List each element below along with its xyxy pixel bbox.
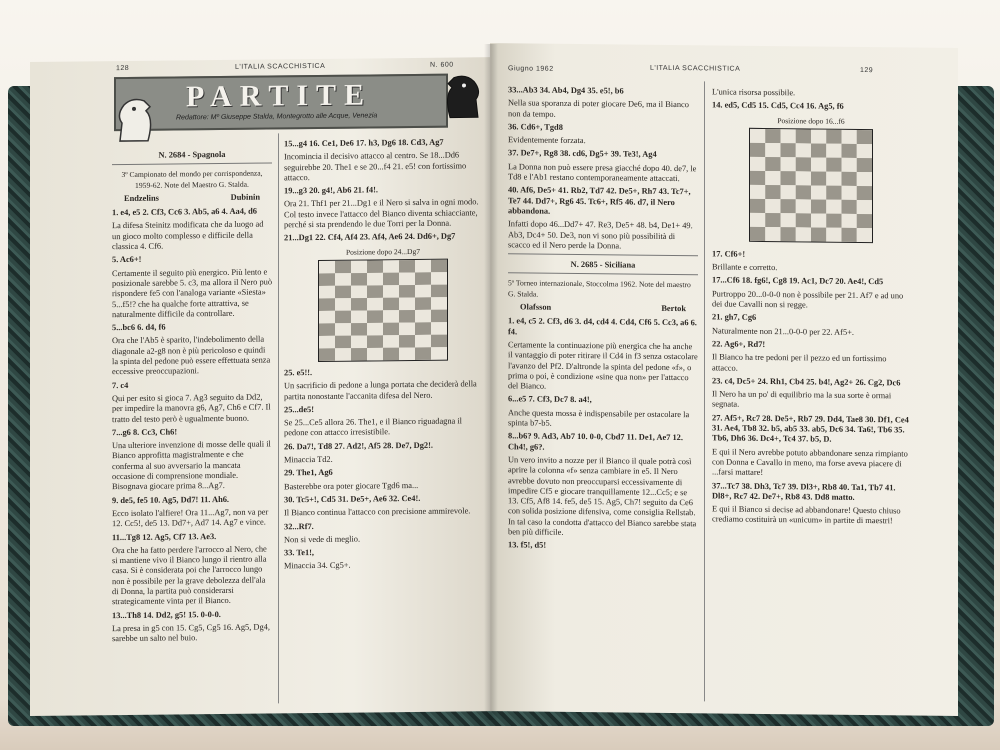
black-player: Bertok <box>661 303 686 314</box>
annotation-text: Un sacrificio di pedone a lunga portata che deciderà della partita nonostante l'accanita difesa del Nero. <box>284 379 477 401</box>
move-line: 37...Tc7 38. Dh3, Tc7 39. Dl3+, Rb8 40. Ta1, Tb7 41. Dl8+, Rc7 42. De7+, Rb8 43. Dd8 matto. <box>712 480 896 502</box>
annotation-text: Naturalmente non 21...0-0-0 per 22. Af5+. <box>712 326 854 337</box>
board-square <box>765 227 780 241</box>
board-square <box>351 323 367 336</box>
move-line: 19...g3 20. g4!, Ab6 21. f4!. <box>284 185 378 196</box>
board-square <box>857 228 872 242</box>
board-square <box>765 199 780 213</box>
board-square <box>765 157 780 171</box>
board-square <box>415 347 431 360</box>
board-square <box>335 336 351 349</box>
board-square <box>367 298 383 311</box>
board-square <box>367 285 383 298</box>
annotation-text: Evidentemente forzata. <box>508 135 586 146</box>
white-player: Endzelins <box>124 193 159 203</box>
game2-title: N. 2685 - Siciliana <box>570 260 636 270</box>
game-moves-col3-top <box>508 85 698 252</box>
board-square <box>765 185 780 199</box>
players-row <box>508 302 698 314</box>
board-square <box>367 323 383 336</box>
annotation-text: Il Bianco continua l'attacco con precisione ammirevole. <box>284 506 471 518</box>
board-square <box>399 285 415 298</box>
annotation-text: Infatti dopo 46...Dd7+ 47. Re3, De5+ 48. b4, De1+ 49. Ab3, Dc4+ 50. De3, non vi sono più possibilità di scacco ed il Nero perde la Donna. <box>508 219 693 251</box>
board-square <box>319 286 335 299</box>
board-square <box>796 157 811 171</box>
board-square <box>415 285 431 298</box>
annotation-text: Certamente il seguito più energico. Più lento e posizionale sarebbe 5. c3, ma allora il Nero può rispondere fe5 con l'analoga variante «Siesta» 5...f5!? che ha qualche forte attrattiva, se naturalmente difficile da controllare. <box>112 267 273 320</box>
board-square <box>857 144 872 158</box>
annotation-text: L'unica risorsa possibile. <box>712 87 796 98</box>
chess-board-diagram <box>749 128 873 243</box>
board-square <box>826 158 841 172</box>
move-line: 1. e4, c5 2. Cf3, d6 3. d4, cd4 4. Cd4, Cf6 5. Cc3, a6 6. f4. <box>508 316 697 337</box>
board-square <box>811 143 826 157</box>
board-square <box>750 185 765 199</box>
board-square <box>811 199 826 213</box>
board-square <box>335 286 351 299</box>
board-square <box>415 272 431 285</box>
board-square <box>367 335 383 348</box>
board-square <box>351 310 367 323</box>
board-square <box>383 323 399 336</box>
board-square <box>351 348 367 361</box>
annotation-text: Minaccia 34. Cg5+. <box>284 561 351 571</box>
game-moves-col4-bottom <box>712 249 910 527</box>
board-square <box>383 273 399 286</box>
move-line: 33...Ab3 34. Ab4, Dg4 35. e5!, b6 <box>508 85 624 96</box>
board-square <box>431 285 447 298</box>
knight-logo-left-icon <box>110 93 164 144</box>
divider-rule <box>112 163 272 166</box>
game-moves-col2-bottom <box>284 366 482 572</box>
move-line: 36. Cd6+, Tgd8 <box>508 122 563 132</box>
annotation-text: La Donna non può essere presa giacché dopo 40. de7, le Td8 e l'Ab1 restano contemporaneamente attaccati. <box>508 162 697 184</box>
game-title: N. 2684 - Spagnola <box>158 149 226 160</box>
board-square <box>826 214 841 228</box>
players-row <box>112 192 272 204</box>
move-line: 30. Tc5+!, Cd5 31. De5+, Ae6 32. Ce4!. <box>284 493 421 505</box>
board-square <box>842 186 857 200</box>
board-square <box>319 298 335 311</box>
move-line: 6...e5 7. Cf3, Dc7 8. a4!, <box>508 394 592 405</box>
board-square <box>826 200 841 214</box>
annotation-text: Brillante e corretto. <box>712 262 778 273</box>
board-square <box>367 260 383 273</box>
board-square <box>857 172 872 186</box>
column-divider <box>704 81 705 701</box>
move-line: 29. The1, Ag6 <box>284 468 333 478</box>
annotation-text: Ecco isolato l'alfiere! Ora 11...Ag7, non va per 12. Cc5!, de5 13. Dd7+, Ad7 14. Ag7 e vince. <box>112 507 269 529</box>
running-header: L'ITALIA SCACCHISTICA <box>650 64 741 73</box>
board-square <box>781 213 796 227</box>
board-square <box>750 213 765 227</box>
move-line: 33. Te1!, <box>284 548 315 558</box>
board-square <box>367 273 383 286</box>
header-right: N. 600 <box>430 61 454 69</box>
board-square <box>781 143 796 157</box>
annotation-text: Minaccia Td2. <box>284 454 333 465</box>
board-square <box>842 144 857 158</box>
board-square <box>842 214 857 228</box>
board-square <box>750 129 765 143</box>
board-square <box>811 171 826 185</box>
board-square <box>415 260 431 273</box>
annotation-text: Purtroppo 20...0-0-0 non è possibile per 21. Af7 e ad uno dei due Cavalli non si regge. <box>712 289 904 310</box>
board-square <box>857 130 872 144</box>
move-line: 7. c4 <box>112 380 129 390</box>
board-square <box>750 143 765 157</box>
section-banner <box>114 74 448 131</box>
board-square <box>319 261 335 274</box>
board-square <box>796 129 811 143</box>
board-square <box>765 143 780 157</box>
board-square <box>399 347 415 360</box>
board-square <box>335 273 351 286</box>
move-line: 22. Ag6+, Rd7! <box>712 339 766 349</box>
annotation-text: Incomincia il decisivo attacco al centro. Se 18...Dd6 seguirebbe 20. The1 e se 20...f4 21. e5! con fortissimo attacco. <box>284 150 467 183</box>
annotation-text: La difesa Steinitz modificata che da luogo ad un gioco molto complesso e difficile della classica 4. Cf6. <box>112 220 264 252</box>
move-line: 9. de5, fe5 10. Ag5, Dd7! 11. Ah6. <box>112 494 230 505</box>
board-square <box>842 158 857 172</box>
board-square <box>431 322 447 335</box>
annotation-text: La presa in g5 con 15. Cg5, Cg5 16. Ag5, Dg4, sarebbe un salto nel buio. <box>112 622 270 644</box>
divider-rule <box>508 253 698 256</box>
board-square <box>781 171 796 185</box>
game-moves-col1 <box>112 207 272 645</box>
left-page <box>30 57 492 716</box>
board-square <box>750 157 765 171</box>
board-square <box>781 199 796 213</box>
left-column-1 <box>112 149 272 647</box>
column-divider <box>278 133 279 703</box>
board-square <box>781 227 796 241</box>
annotation-text: Una ulteriore invenzione di mosse delle quali il Bianco approfitta magistralmente e che conferma al suo avversario la mancata occasione di comprensione mondiale. Bisognava giocare prima 8...Ag7. <box>112 439 271 492</box>
right-page <box>490 43 958 716</box>
move-line: 15...g4 16. Ce1, De6 17. h3, Dg6 18. Cd3, Ag7 <box>284 137 444 149</box>
board-square <box>335 311 351 324</box>
left-column-2 <box>284 137 482 575</box>
board-square <box>765 171 780 185</box>
board-square <box>399 297 415 310</box>
move-line: 21. gh7, Cg6 <box>712 312 757 323</box>
right-column-1 <box>508 85 698 556</box>
divider-rule <box>508 273 698 276</box>
board-square <box>781 129 796 143</box>
annotation-text: Ora che ha fatto perdere l'arrocco al Nero, che si mantiene vivo il Bianco lungo il rientro alla casa. Si è considerata poi che l'arrocco lungo non è possibile per la grave debolezza dell'ala di Donna, la partita può considerarsi strategicamente vinta per il Bianco. <box>112 544 267 607</box>
board-square <box>415 297 431 310</box>
book-gutter <box>484 44 498 720</box>
board-square <box>319 273 335 286</box>
move-line: 25. e5!!. <box>284 368 313 378</box>
running-header: L'ITALIA SCACCHISTICA <box>235 62 326 71</box>
board-square <box>399 322 415 335</box>
move-line: 14. ed5, Cd5 15. Cd5, Cc4 16. Ag5, f6 <box>712 100 844 112</box>
board-square <box>781 185 796 199</box>
board-square <box>415 322 431 335</box>
move-line: 27. Af5+, Rc7 28. De5+, Rb7 29. Dd4, Tae8 30. Df1, Ce4 31. Ae4, Tb8 32. b5, ab5 33. ab5, Dc6 34. Ta6!, Tb6 35. Tb6, Dh6 36. Dc4+, Tc4 37. b5, D. <box>712 413 909 445</box>
knight-logo-right-icon <box>434 69 488 120</box>
annotation-text: E qui il Bianco si decise ad abbandonare! Questo chiuso crediamo costituirà un «unicum» in partite di maestri! <box>712 504 901 526</box>
annotation-text: Anche questa mossa è indispensabile per ostacolare la spinta b7-b5. <box>508 408 690 428</box>
board-square <box>367 348 383 361</box>
move-line: 17. Cf6+! <box>712 249 746 259</box>
board-square <box>750 199 765 213</box>
move-line: 11...Tg8 12. Ag5, Cf7 13. Ae3. <box>112 531 217 542</box>
board-square <box>383 285 399 298</box>
banner-subtitle: Redattore: Mº Giuseppe Stalda, Montegrotto alle Acque, Venezia <box>176 112 378 122</box>
board-square <box>319 348 335 361</box>
board-square <box>367 310 383 323</box>
game-intro: 3º Campionato del mondo per corrispondenza, 1959-62. Note del Maestro G. Stalda. <box>121 168 263 190</box>
board-square <box>765 213 780 227</box>
board-square <box>826 144 841 158</box>
board-square <box>750 171 765 185</box>
board-square <box>842 130 857 144</box>
board-square <box>319 311 335 324</box>
move-line: 8...b6? 9. Ad3, Ab7 10. 0-0, Cbd7 11. De1, Ae7 12. Ch4!, g6?. <box>508 431 683 452</box>
board-square <box>811 157 826 171</box>
board-square <box>811 227 826 241</box>
chess-board-diagram <box>318 259 448 362</box>
board-square <box>319 323 335 336</box>
header-date: Giugno 1962 <box>508 65 554 73</box>
annotation-text: Se 25...Ce5 allora 26. The1, e il Bianco riguadagna il pedone con attacco irresistibile. <box>284 416 463 438</box>
board-square <box>415 335 431 348</box>
annotation-text: Il Nero ha un po' di equilibrio ma la sua sorte è ormai segnata. <box>712 389 892 410</box>
board-square <box>765 129 780 143</box>
banner-title: PARTITE <box>186 78 373 114</box>
board-square <box>383 335 399 348</box>
move-line: 23. c4, Dc5+ 24. Rh1, Cb4 25. b4!, Ag2+ 26. Cg2, Dc6 <box>712 376 901 388</box>
move-line: 25...de5! <box>284 404 315 415</box>
board-square <box>399 310 415 323</box>
game-moves-col4-top <box>712 87 910 113</box>
annotation-text: Certamente la continuazione più energica che ha anche il vantaggio di poter ritirare il Cd4 in f3 senza ostacolare l'avanzo del Pf2. D'altronde la spinta del pedone «f», o prima o poi, è condizione «sine qua non» per l'attacco del Bianco. <box>508 340 698 391</box>
annotation-text: E qui il Nero avrebbe potuto abbandonare senza rimpianto con Donna e Cavallo in meno, ma forse aveva piacere di ...farsi mattare! <box>712 447 908 478</box>
board-square <box>826 186 841 200</box>
annotation-text: Ora che l'Ab5 è sparito, l'indebolimento della diagonale a2-g8 non è più pericoloso e quindi la spinta del pedone può essere effettuata senza eccessive preoccupazioni. <box>112 335 271 377</box>
page-number: 129 <box>860 66 874 75</box>
board-square <box>857 158 872 172</box>
annotation-text: Un vero invito a nozze per il Bianco il quale potrà così aprire la colonna «f» senza cambiare in e5. Il Nero avrebbe dovuto non preoccuparsi eccessivamente di impedire Cf5 e giocare tranquillamente 12...Cc5; e se 13. Cf5, Af8 14. fe5, de5 15. Ag5, Ch7! seguito da Ce6 con solida posizione difensiva, come consiglia Rellstab. In tal caso la condotta d'attacco del Bianco sarebbe stata ben più difficile. <box>508 455 697 537</box>
move-line: 40. Af6, De5+ 41. Rb2, Td7 42. De5+, Rh7 43. Tc7+, Te7 44. Dd7+, Rg6 45. Tc6+, Rf5 46. d7, il Nero abbandona. <box>508 185 691 216</box>
board-square <box>826 130 841 144</box>
board-square <box>319 336 335 349</box>
board-square <box>415 310 431 323</box>
board-square <box>826 172 841 186</box>
board-square <box>399 260 415 273</box>
board-square <box>431 310 447 323</box>
game-moves-col2-top <box>284 137 482 244</box>
board-square <box>351 298 367 311</box>
white-player: Olafsson <box>520 302 552 312</box>
board-caption: Posizione dopo 16...f6 <box>777 115 845 126</box>
board-square <box>811 129 826 143</box>
game-moves-col3-bottom <box>508 317 698 553</box>
board-square <box>431 297 447 310</box>
board-square <box>431 260 447 273</box>
board-square <box>351 260 367 273</box>
annotation-text: Non si vede di meglio. <box>284 534 361 545</box>
move-line: 5...bc6 6. d4, f6 <box>112 322 166 333</box>
board-square <box>796 185 811 199</box>
board-square <box>351 335 367 348</box>
annotation-text: Ora 21. Thf1 per 21...Dg1 e il Nero si salva in ogni modo. Col testo invece l'attacco del Bianco diventa schiacciante, perché si sta prendendo le due Torri per la Donna. <box>284 197 479 230</box>
board-square <box>335 348 351 361</box>
board-square <box>431 272 447 285</box>
board-square <box>796 143 811 157</box>
board-square <box>842 228 857 242</box>
black-player: Dubinin <box>230 192 260 202</box>
board-square <box>335 298 351 311</box>
move-line: 13...Th8 14. Dd2, g5! 15. 0-0-0. <box>112 609 221 620</box>
board-square <box>383 298 399 311</box>
board-square <box>383 348 399 361</box>
board-square <box>383 260 399 273</box>
move-line: 1. e4, e5 2. Cf3, Cc6 3. Ab5, a6 4. Aa4, d6 <box>112 206 257 218</box>
board-square <box>826 228 841 242</box>
board-square <box>781 157 796 171</box>
board-square <box>335 323 351 336</box>
board-square <box>351 273 367 286</box>
board-square <box>842 172 857 186</box>
board-square <box>796 227 811 241</box>
move-line: 13. f5!, d5! <box>508 540 547 550</box>
right-column-2 <box>712 87 910 530</box>
board-square <box>811 185 826 199</box>
move-line: 21...Dg1 22. Cf4, Af4 23. Af4, Ae6 24. Dd6+, Dg7 <box>284 231 456 243</box>
annotation-text: Il Bianco ha tre pedoni per il pezzo ed un fortissimo attacco. <box>712 352 887 373</box>
board-square <box>351 285 367 298</box>
board-square <box>399 335 415 348</box>
board-square <box>431 335 447 348</box>
board-square <box>857 186 872 200</box>
board-square <box>796 171 811 185</box>
board-square <box>796 199 811 213</box>
board-square <box>750 227 765 241</box>
board-square <box>431 347 447 360</box>
annotation-text: Basterebbe ora poter giocare Tgd6 ma... <box>284 480 419 491</box>
move-line: 5. Ac6+! <box>112 255 142 265</box>
board-square <box>842 200 857 214</box>
annotation-text: Nella sua sporanza di poter giocare De6, ma il Bianco non da tempo. <box>508 98 689 119</box>
move-line: 7...g6 8. Cc3, Ch6! <box>112 427 178 437</box>
board-square <box>857 214 872 228</box>
board-caption: Posizione dopo 24...Dg7 <box>346 246 420 257</box>
board-square <box>383 310 399 323</box>
move-line: 37. De7+, Rg8 38. cd6, Dg5+ 39. Te3!, Ag4 <box>508 148 657 160</box>
annotation-text: Qui per esito si gioca 7. Ag3 seguito da Dd2, per impedire la manovra g6, Ag7, Ch6 e Cf7. Il tratto del testo però è ugualmente buono. <box>112 392 271 424</box>
board-square <box>857 200 872 214</box>
board-square <box>811 213 826 227</box>
move-line: 32...Rf7. <box>284 521 314 531</box>
move-line: 17...Cf6 18. fg6!, Cg8 19. Ac1, Dc7 20. Ae4!, Cd5 <box>712 275 884 287</box>
page-number: 128 <box>116 64 130 73</box>
board-square <box>335 261 351 274</box>
move-line: 26. Da7!, Td8 27. Ad2!, Af5 28. De7, Dg2!. <box>284 440 433 452</box>
game2-intro: 5º Torneo internazionale, Stoccolma 1962. Note del maestro G. Stalda. <box>508 278 691 299</box>
board-square <box>399 272 415 285</box>
board-square <box>796 213 811 227</box>
